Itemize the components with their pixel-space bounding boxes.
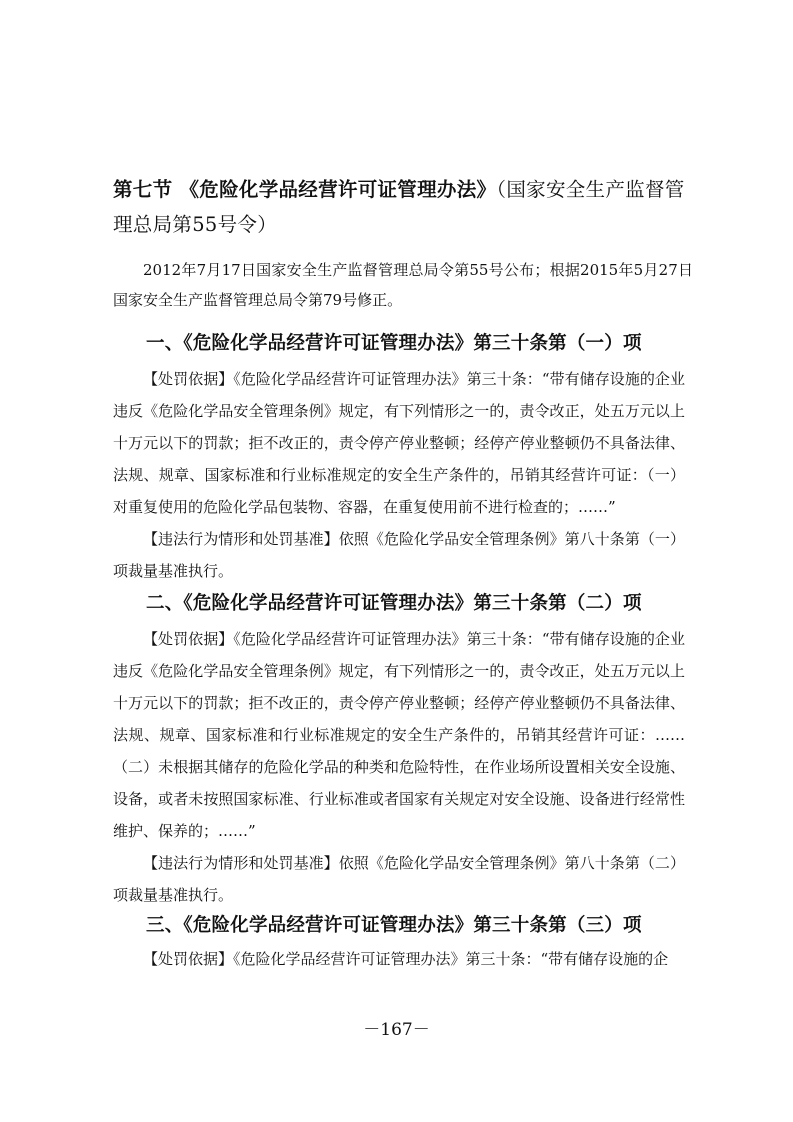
item-1-heading: 一、《危险化学品经营许可证管理办法》第三十条第（一）项 bbox=[146, 333, 642, 354]
section-title-source: （国家安全生产监督管理总局第55号令） bbox=[113, 178, 685, 236]
item-3-penalty-basis: 【处罚依据】《危险化学品经营许可证管理办法》第三十条：“带有储存设施的企 bbox=[143, 950, 669, 968]
item-2-heading: 二、《危险化学品经营许可证管理办法》第三十条第（二）项 bbox=[146, 593, 642, 614]
page-number: －167－ bbox=[363, 1020, 430, 1040]
section-title bbox=[113, 172, 693, 242]
item-2-penalty-standard: 【违法行为情形和处罚基准】依照《危险化学品安全管理条例》第八十条第（二）项裁量基准执行。 bbox=[113, 854, 685, 904]
promulgation-note: 2012年7月17日国家安全生产监督管理总局令第55号公布；根据2015年5月27日国家安全生产监督管理总局令第79号修正。 bbox=[113, 261, 693, 309]
section-title-main: 第七节 《危险化学品经营许可证管理办法》 bbox=[113, 178, 497, 201]
item-1-penalty-standard: 【违法行为情形和处罚基准】依照《危险化学品安全管理条例》第八十条第（一）项裁量基准执行。 bbox=[113, 530, 685, 580]
item-3-heading: 三、《危险化学品经营许可证管理办法》第三十条第（三）项 bbox=[146, 915, 642, 936]
item-1-penalty-basis: 【处罚依据】《危险化学品经营许可证管理办法》第三十条：“带有储存设施的企业违反《危险化学品安全管理条例》规定，有下列情形之一的，责令改正，处五万元以上十万元以下的罚款；拒不改正的，责令停产停业整顿；经停产停业整顿仍不具备法律、法规、规章、国家标准和行业标准规定的安全生产条件的，吊销其经营许可证：（一）对重复使用的危险化学品包装物、容器，在重复使用前不进行检查的；……” bbox=[113, 370, 685, 516]
item-2-penalty-basis: 【处罚依据】《危险化学品经营许可证管理办法》第三十条：“带有储存设施的企业违反《危险化学品安全管理条例》规定，有下列情形之一的，责令改正，处五万元以上十万元以下的罚款；拒不改正的，责令停产停业整顿；经停产停业整顿仍不具备法律、法规、规章、国家标准和行业标准规定的安全生产条件的，吊销其经营许可证：……（二）未根据其储存的危险化学品的种类和危险特性，在作业场所设置相关安全设施、设备，或者未按照国家标准、行业标准或者国家有关规定对安全设施、设备进行经常性维护、保养的；……” bbox=[113, 630, 685, 840]
